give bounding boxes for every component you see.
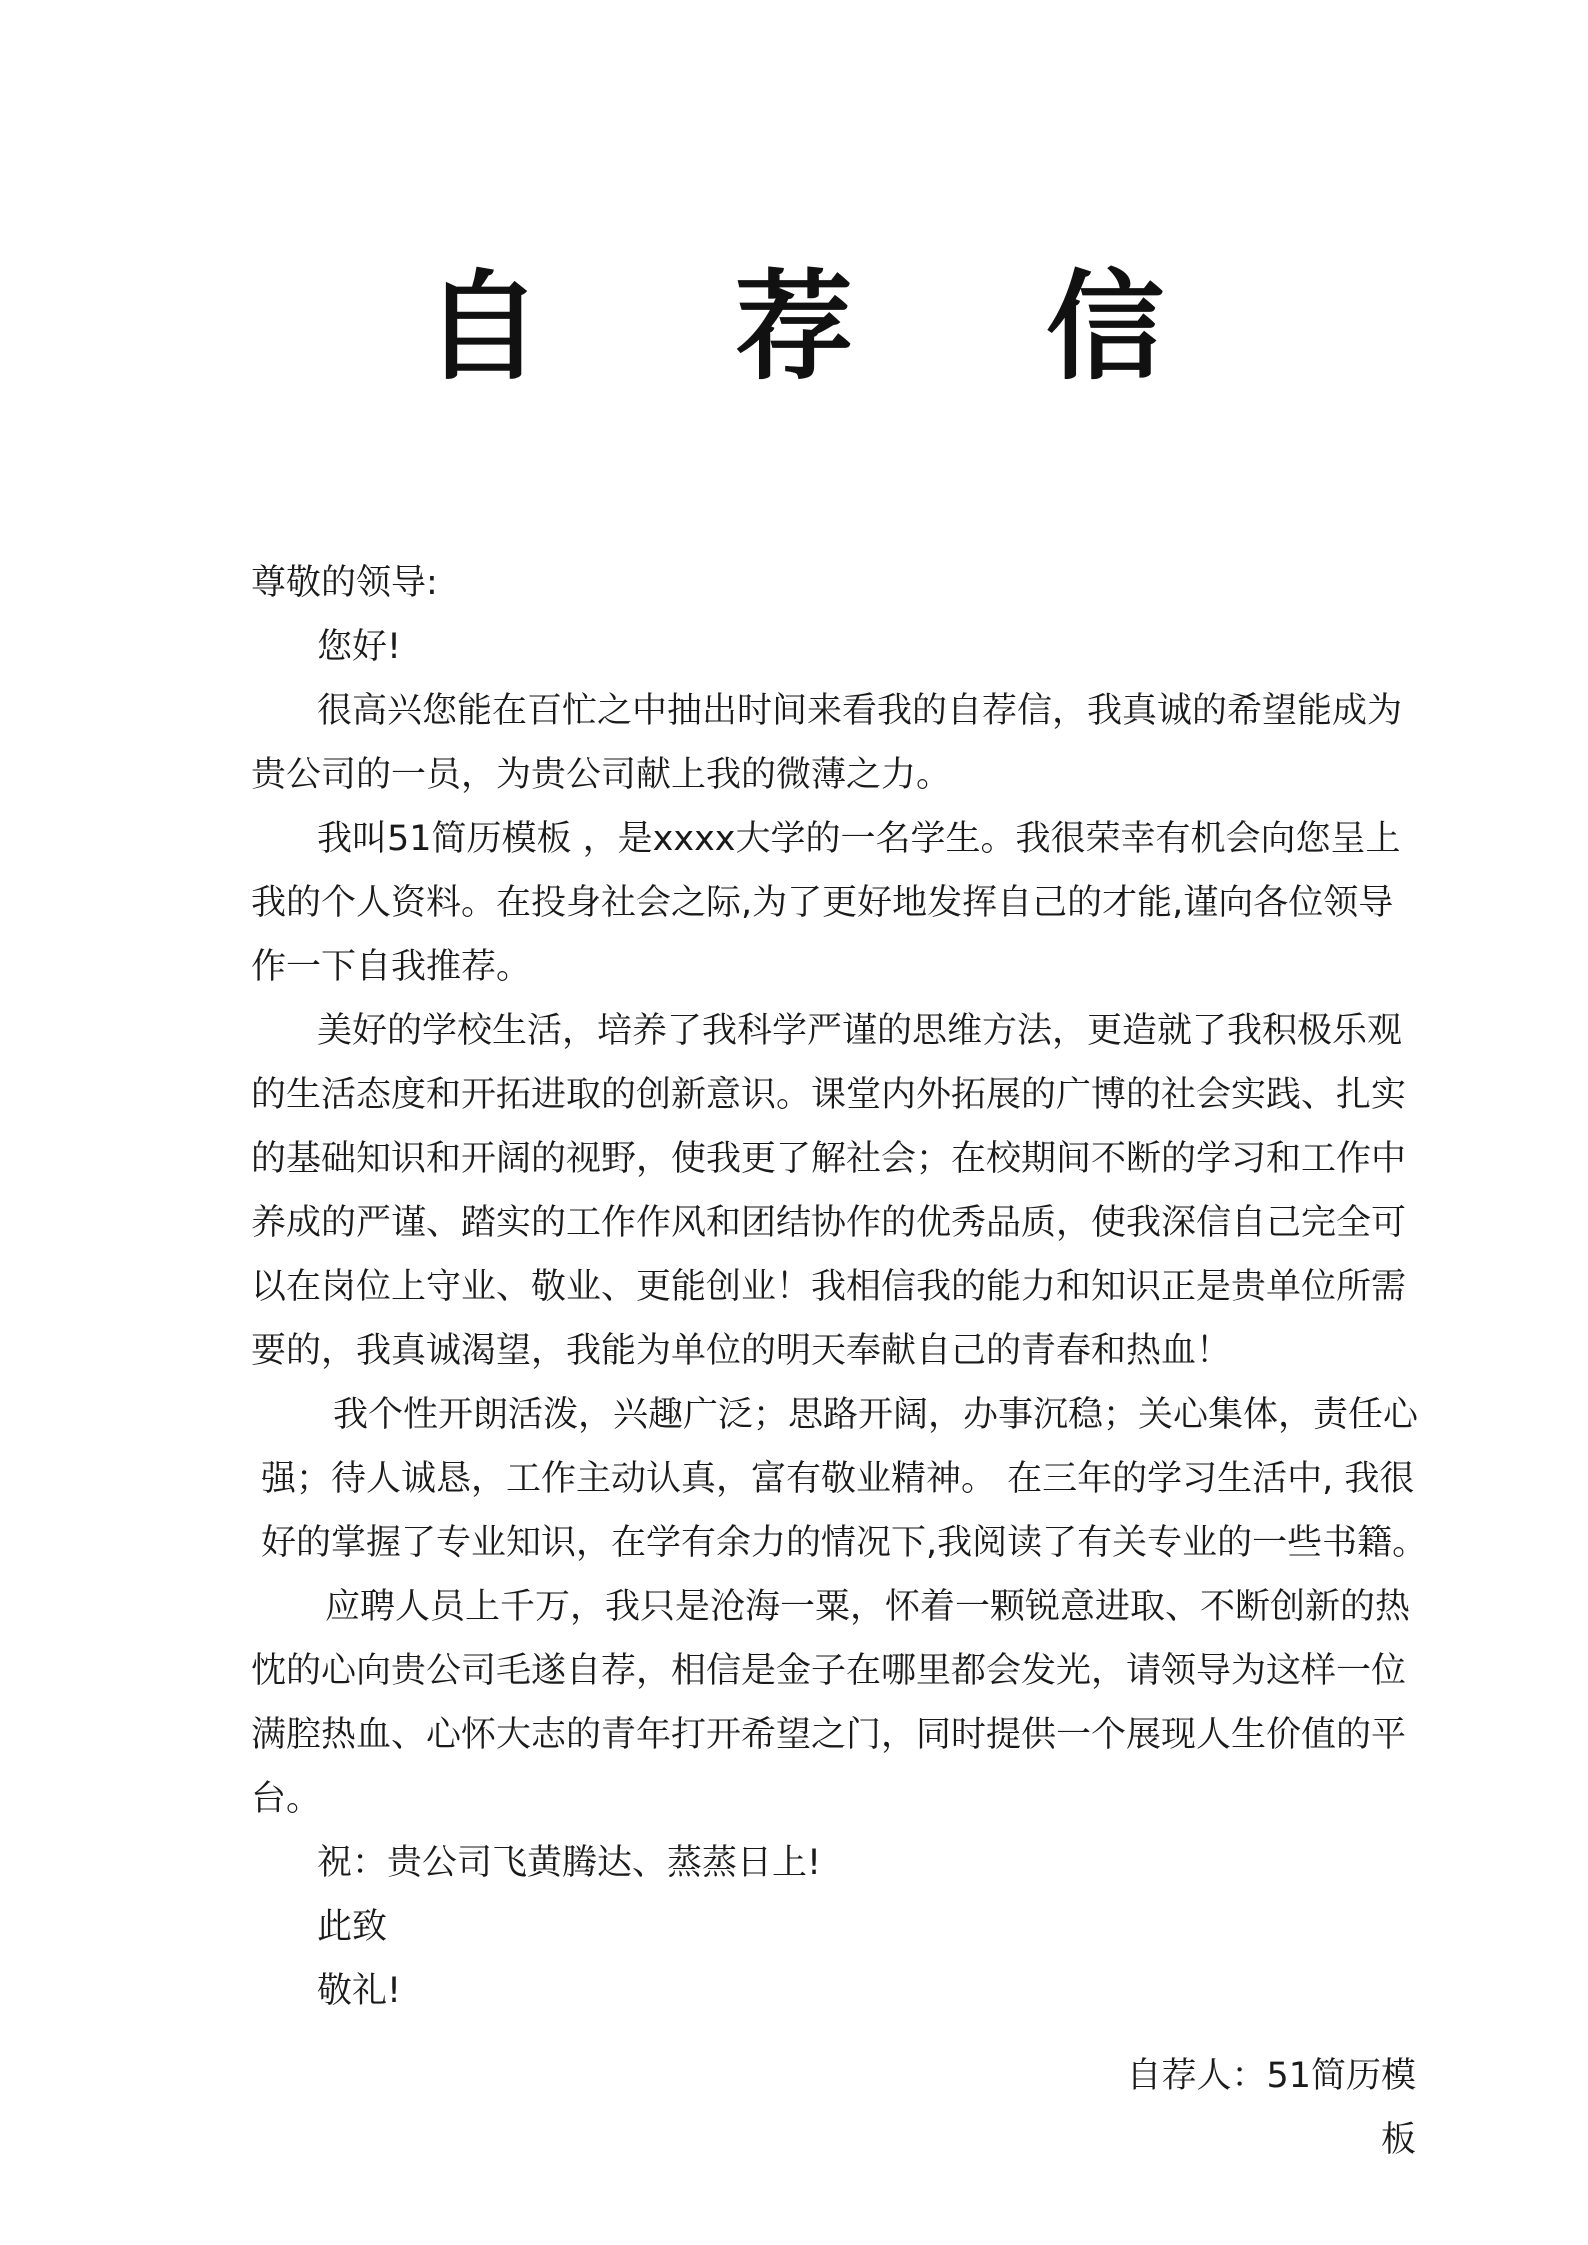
paragraph-3-line: 养成的严谨、踏实的工作作风和团结协作的优秀品质，使我深信自己完全可 bbox=[251, 1203, 1407, 1243]
paragraph-1-line: 贵公司的一员，为贵公司献上我的微薄之力。 bbox=[251, 755, 952, 795]
closing-line: 敬礼! bbox=[317, 1971, 402, 2011]
paragraph-3-line: 以在岗位上守业、敬业、更能创业！我相信我的能力和知识正是贵单位所需 bbox=[251, 1267, 1407, 1307]
paragraph-3-line: 的生活态度和开拓进取的创新意识。课堂内外拓展的广博的社会实践、扎实 bbox=[251, 1075, 1407, 1115]
letter-body bbox=[251, 551, 1428, 2023]
greeting: 您好! bbox=[317, 627, 402, 667]
page-title: 自 荐 信 bbox=[423, 258, 1241, 396]
paragraph-1-line: 很高兴您能在百忙之中抽出时间来看我的自荐信，我真诚的希望能成为 bbox=[317, 691, 1403, 731]
paragraph-5-line: 忱的心向贵公司毛遂自荐，相信是金子在哪里都会发光，请领导为这样一位 bbox=[251, 1651, 1407, 1691]
closing-line: 此致 bbox=[317, 1907, 388, 1947]
paragraph-3-line: 美好的学校生活，培养了我科学严谨的思维方法，更造就了我积极乐观 bbox=[317, 1011, 1403, 1051]
paragraph-4-line: 好的掌握了专业知识，在学有余力的情况下,我阅读了有关专业的一些书籍。 bbox=[261, 1523, 1428, 1563]
paragraph-5-line: 满腔热血、心怀大志的青年打开希望之门，同时提供一个展现人生价值的平 bbox=[251, 1715, 1407, 1755]
paragraph-5-line: 台。 bbox=[251, 1779, 322, 1819]
paragraph-4-line: 强；待人诚恳，工作主动认真，富有敬业精神。 在三年的学习生活中, 我很 bbox=[261, 1459, 1415, 1499]
paragraph-2-line: 作一下自我推荐。 bbox=[251, 947, 532, 987]
signature: 自荐人：51简历模板 bbox=[1126, 2056, 1416, 2160]
paragraph-3-line: 要的，我真诚渴望，我能为单位的明天奉献自己的青春和热血！ bbox=[251, 1331, 1232, 1371]
salutation: 尊敬的领导: bbox=[251, 563, 438, 603]
paragraph-2-line: 我的个人资料。在投身社会之际,为了更好地发挥自己的才能,谨向各位领导 bbox=[251, 883, 1394, 923]
wish-line: 祝：贵公司飞黄腾达、蒸蒸日上! bbox=[317, 1843, 822, 1883]
paragraph-3-line: 的基础知识和开阔的视野，使我更了解社会；在校期间不断的学习和工作中 bbox=[251, 1139, 1407, 1179]
paragraph-2-line: 我叫51简历模板 ，是xxxx大学的一名学生。我很荣幸有机会向您呈上 bbox=[317, 819, 1401, 859]
paragraph-4-line: 我个性开朗活泼，兴趣广泛；思路开阔，办事沉稳；关心集体，责任心 bbox=[333, 1395, 1419, 1435]
paragraph-5-line: 应聘人员上千万，我只是沧海一粟，怀着一颗锐意进取、不断创新的热 bbox=[325, 1587, 1411, 1627]
